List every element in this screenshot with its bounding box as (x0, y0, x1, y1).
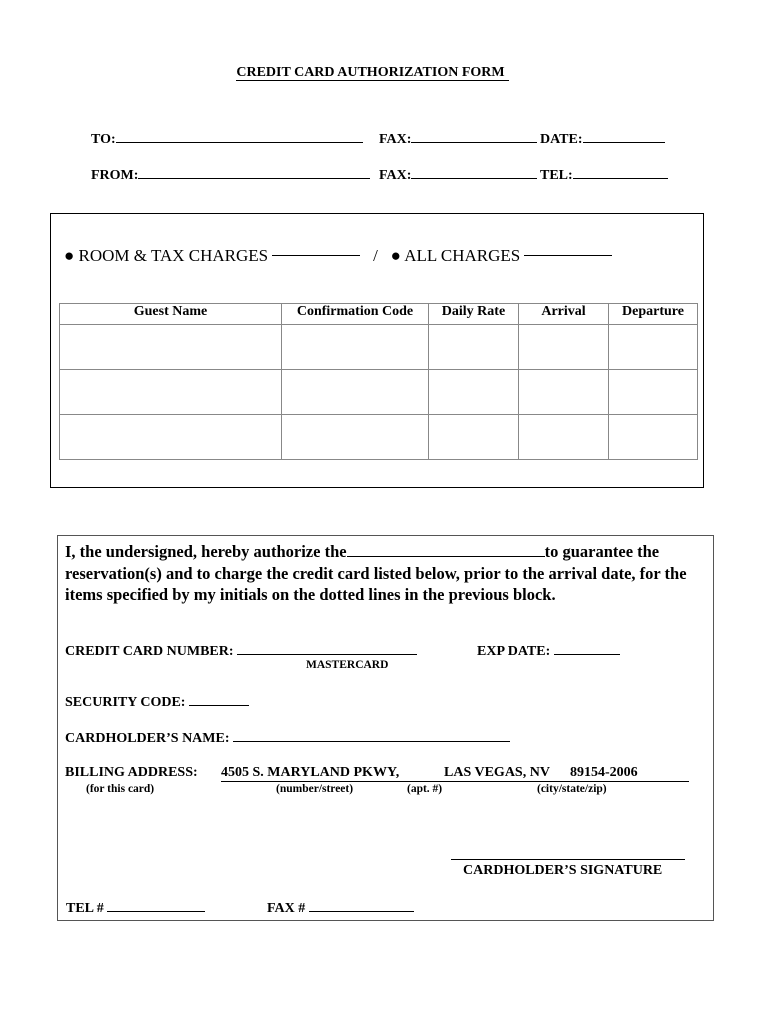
cardholder-name-field[interactable] (65, 729, 510, 747)
tel-number-field[interactable] (66, 899, 205, 917)
to-line (116, 130, 363, 143)
authorization-statement (65, 541, 705, 606)
arrival-cell[interactable] (519, 415, 609, 460)
charges-separator: / (373, 246, 378, 265)
departure-cell[interactable] (609, 325, 698, 370)
tel-label: TEL: (540, 168, 573, 183)
fax-field[interactable] (379, 130, 537, 148)
confirmation-code-cell[interactable] (282, 325, 429, 370)
billing-address-street: 4505 S. MARYLAND PKWY, (221, 765, 400, 780)
daily-rate-cell[interactable] (429, 325, 519, 370)
date-label: DATE: (540, 132, 583, 147)
exp-date-label: EXP DATE: (477, 644, 551, 659)
table-row (60, 370, 698, 415)
fax-number-line (309, 899, 414, 912)
tel-line (573, 166, 668, 179)
fax-number-field[interactable] (267, 899, 414, 917)
cardholder-name-label: CARDHOLDER’S NAME: (65, 731, 230, 746)
hint-city-state-zip: (city/state/zip) (537, 783, 607, 795)
charges-line (64, 246, 612, 266)
tel-number-line (107, 899, 205, 912)
departure-cell[interactable] (609, 415, 698, 460)
security-code-field[interactable] (65, 693, 249, 711)
confirmation-code-cell[interactable] (282, 370, 429, 415)
hint-number-street: (number/street) (276, 783, 354, 795)
room-tax-charges-label: ● ROOM & TAX CHARGES (64, 246, 269, 265)
guest-table (59, 303, 698, 460)
from-label: FROM: (91, 168, 139, 183)
fax2-field[interactable] (379, 166, 537, 184)
fax2-line (411, 166, 537, 179)
date-field[interactable] (540, 130, 665, 148)
exp-date-line (554, 642, 620, 655)
guest-name-cell[interactable] (60, 415, 282, 460)
table-row (60, 325, 698, 370)
authorization-text-start: I, the undersigned, hereby authorize the (65, 542, 347, 561)
column-confirmation-code: Confirmation Code (282, 304, 429, 325)
from-line (138, 166, 370, 179)
authorize-party-line[interactable] (347, 543, 545, 557)
exp-date-field[interactable] (477, 642, 620, 660)
guest-name-cell[interactable] (60, 325, 282, 370)
guest-name-cell[interactable] (60, 370, 282, 415)
tel-field[interactable] (540, 166, 668, 184)
security-code-line (189, 693, 249, 706)
arrival-cell[interactable] (519, 370, 609, 415)
all-charges-label: ● ALL CHARGES (390, 246, 521, 265)
credit-card-number-label: CREDIT CARD NUMBER: (65, 644, 234, 659)
confirmation-code-cell[interactable] (282, 415, 429, 460)
card-type: MASTERCARD (306, 659, 389, 671)
cardholder-signature-label: CARDHOLDER’S SIGNATURE (463, 863, 663, 878)
departure-cell[interactable] (609, 370, 698, 415)
fax-line (411, 130, 537, 143)
fax-number-label: FAX # (267, 901, 306, 916)
fax2-label: FAX: (379, 168, 412, 183)
to-label: TO: (91, 132, 116, 147)
billing-address-zip: 89154-2006 (570, 765, 638, 780)
cardholder-name-line (233, 729, 510, 742)
billing-address-city: LAS VEGAS, NV (444, 765, 550, 780)
all-charges-initial-line[interactable] (524, 255, 612, 256)
daily-rate-cell[interactable] (429, 415, 519, 460)
fax-label: FAX: (379, 132, 412, 147)
security-code-label: SECURITY CODE: (65, 695, 186, 710)
form-title: CREDIT CARD AUTHORIZATION FORM (0, 65, 745, 81)
daily-rate-cell[interactable] (429, 370, 519, 415)
table-row (60, 415, 698, 460)
billing-address-line (221, 765, 689, 782)
column-daily-rate: Daily Rate (429, 304, 519, 325)
column-arrival: Arrival (519, 304, 609, 325)
authorization-text-end: to guarantee the reservation(s) and to charge the credit card listed below, prior to the arrival date, for the items specified by my initials on the dotted lines in the previous block. (65, 542, 687, 604)
billing-address-field[interactable] (65, 765, 198, 781)
column-guest-name: Guest Name (60, 304, 282, 325)
billing-address-label: BILLING ADDRESS: (65, 765, 198, 780)
arrival-cell[interactable] (519, 325, 609, 370)
hint-apt: (apt. #) (407, 783, 443, 795)
column-departure: Departure (609, 304, 698, 325)
from-field[interactable] (91, 166, 370, 184)
signature-line[interactable] (451, 859, 685, 860)
credit-card-number-field[interactable] (65, 642, 417, 660)
hint-for-this-card: (for this card) (86, 783, 155, 795)
room-tax-initial-line[interactable] (272, 255, 360, 256)
tel-number-label: TEL # (66, 901, 104, 916)
date-line (583, 130, 665, 143)
credit-card-number-line (237, 642, 417, 655)
guest-table-header (60, 304, 698, 325)
to-field[interactable] (91, 130, 363, 148)
